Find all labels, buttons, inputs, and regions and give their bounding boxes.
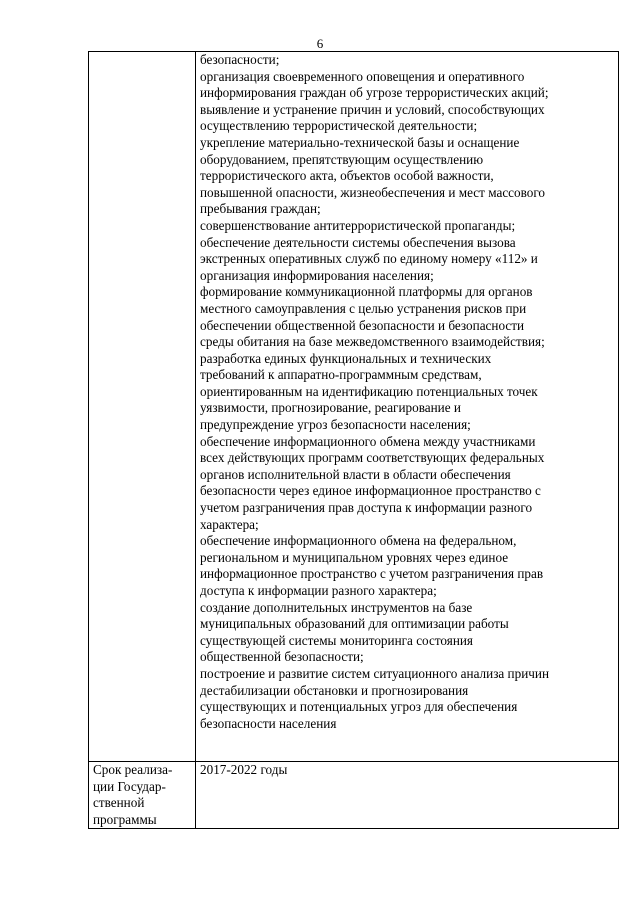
text-line: выявление и устранение причин и условий, способствующих: [200, 101, 545, 117]
text-line: учетом разграничения прав доступа к информации разного: [200, 500, 533, 516]
text-line: создание дополнительных инструментов на базе: [200, 599, 473, 615]
text-line: безопасности через единое информационное пространство с: [200, 483, 541, 499]
text-line: разработка единых функциональных и технических: [200, 350, 492, 366]
row-label-cell: [89, 52, 196, 762]
text-line: характера;: [200, 516, 259, 532]
text-line: ориентированным на идентификацию потенциальных точек: [200, 383, 538, 399]
text-line: уязвимости, прогнозирование, реагирование и: [200, 400, 461, 416]
text-line: обеспечение информационного обмена между участниками: [200, 433, 536, 449]
text-line: информационное пространство с учетом разграничения прав: [200, 566, 544, 582]
text-line: обеспечении общественной безопасности и безопасности: [200, 317, 525, 333]
row-content-cell: [196, 52, 619, 762]
program-table: [88, 51, 619, 829]
text-line: осуществлению террористической деятельности;: [200, 118, 478, 134]
text-line: доступа к информации разного характера;: [200, 583, 437, 598]
text-line: ции Государ-: [93, 778, 166, 794]
text-line: общественной безопасности;: [200, 649, 364, 665]
text-line: органов исполнительной власти в области обеспечения: [200, 466, 511, 482]
table-row: [89, 52, 619, 762]
text-line: ственной: [93, 795, 145, 811]
text-line: обеспечение деятельности системы обеспечения вызова: [200, 234, 516, 250]
text-line: региональном и муниципальном уровнях через единое: [200, 549, 509, 565]
text-line: безопасности населения: [200, 715, 337, 731]
text-line: формирование коммуникационной платформы для органов: [200, 284, 533, 300]
text-line: безопасности;: [200, 52, 280, 67]
text-line: повышенной опасности, жизнеобеспечения и мест массового: [200, 184, 546, 200]
text-line: совершенствование антитеррористической пропаганды;: [200, 217, 516, 233]
text-line: предупреждение угроз безопасности населения;: [200, 417, 471, 433]
text-line: существующей системы мониторинга состояния: [200, 632, 474, 648]
page-number: 6: [316, 36, 324, 51]
text-line: информирования граждан об угрозе террористических акций;: [200, 85, 549, 101]
row-label-cell: [89, 762, 196, 829]
text-line: требований к аппаратно-программным средствам,: [200, 367, 482, 383]
text-line: муниципальных образований для оптимизации работы: [200, 616, 509, 632]
text-line: организация информирования населения;: [200, 267, 434, 283]
text-line: укрепление материально-технической базы и оснащение: [200, 134, 520, 150]
text-line: террористического акта, объектов особой важности,: [200, 168, 494, 184]
text-line: местного самоуправления с целью устранения рисков при: [200, 300, 527, 316]
text-line: экстренных оперативных служб по единому номеру «112» и: [200, 251, 538, 267]
text-line: всех действующих программ соответствующих федеральных: [200, 450, 545, 466]
text-line: обеспечение информационного обмена на федеральном,: [200, 533, 517, 549]
text-line: среды обитания на базе межведомственного взаимодействия;: [200, 334, 545, 350]
text-line: Срок реализа-: [93, 762, 173, 777]
text-line: программы: [93, 811, 157, 827]
text-line: организация своевременного оповещения и оперативного: [200, 68, 525, 84]
text-line: построение и развитие систем ситуационного анализа причин: [200, 665, 550, 681]
text-line: 2017-2022 годы: [200, 762, 288, 777]
text-line: дестабилизации обстановки и прогнозирования: [200, 682, 469, 698]
text-line: существующих и потенциальных угроз для обеспечения: [200, 699, 518, 715]
text-line: оборудованием, препятствующим осуществлению: [200, 151, 484, 167]
row-content-cell: [196, 762, 619, 829]
text-line: пребывания граждан;: [200, 201, 321, 217]
table-row: [89, 762, 619, 829]
